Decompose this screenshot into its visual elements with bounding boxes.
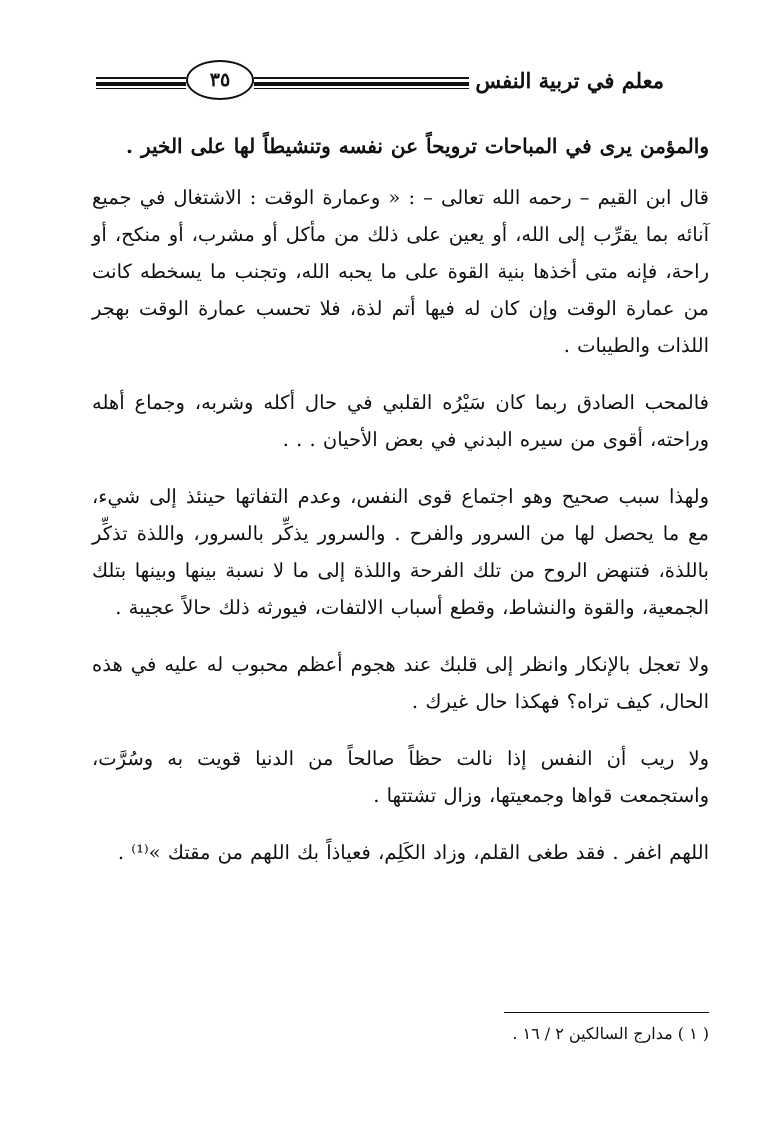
header-rule-middle bbox=[254, 77, 469, 89]
page-number: ٣٥ bbox=[186, 60, 254, 100]
page-header bbox=[96, 56, 664, 106]
page-body bbox=[92, 128, 709, 891]
paragraph-reason: ولهذا سبب صحيح وهو اجتماع قوى النفس، وعدم التفاتها حينئذ إلى شيء، مع ما يحصل لها من السرور والفرح . والسرور يذكِّر بالسرور، واللذة تذكِّر باللذة، فتنهض الروح من تلك الفرحة واللذة إلى ما لا نسبة بينها وبينها بتلك الجمعية، والقوة والنشاط، وقطع أسباب الالتفات، فيورثه ذلك حالاً عجيبة . bbox=[92, 485, 709, 619]
paragraph-soul: ولا ريب أن النفس إذا نالت حظاً صالحاً من الدنيا قويت به وسُرَّت، واستجمعت قواها وجمعيتها، وزال تشتتها . bbox=[92, 747, 709, 807]
header-rule-left bbox=[96, 77, 186, 89]
footnote: ( ١ ) مدارج السالكين ٢ / ١٦ . bbox=[512, 1024, 709, 1043]
running-title: معلم في تربية النفس bbox=[475, 68, 664, 93]
paragraph-no-haste: ولا تعجل بالإنكار وانظر إلى قلبك عند هجوم أعظم محبوب له عليه في هذه الحال، كيف تراه؟ فهكذا حال غيرك . bbox=[92, 653, 709, 713]
footnote-divider bbox=[504, 1012, 709, 1013]
paragraph-quote-start: قال ابن القيم – رحمه الله تعالى – : « وعمارة الوقت : الاشتغال في جميع آنائه بما يقرِّب إلى الله، أو يعين على ذلك من مأكل أو مشرب، أو منكح، أو راحة، فإنه متى أخذها بنية القوة على ما يحبه الله، وتجنب ما يسخطه كانت من عمارة الوقت وإن كان له فيها أتم لذة، فلا تحسب عمارة الوقت بهجر اللذات والطيبات . bbox=[92, 186, 709, 357]
paragraph-intro: والمؤمن يرى في المباحات ترويحاً عن نفسه وتنشيطاً لها على الخير . bbox=[126, 134, 709, 158]
paragraph-lover: فالمحب الصادق ربما كان سَيْرُه القلبي في حال أكله وشربه، وجماع أهله وراحته، أقوى من سيره البدني في بعض الأحيان . . . bbox=[92, 391, 709, 451]
paragraph-closing: اللهم اغفر . فقد طغى القلم، وزاد الكَلِم، فعياذاً بك اللهم من مقتك »⁽¹⁾ . bbox=[117, 841, 709, 864]
